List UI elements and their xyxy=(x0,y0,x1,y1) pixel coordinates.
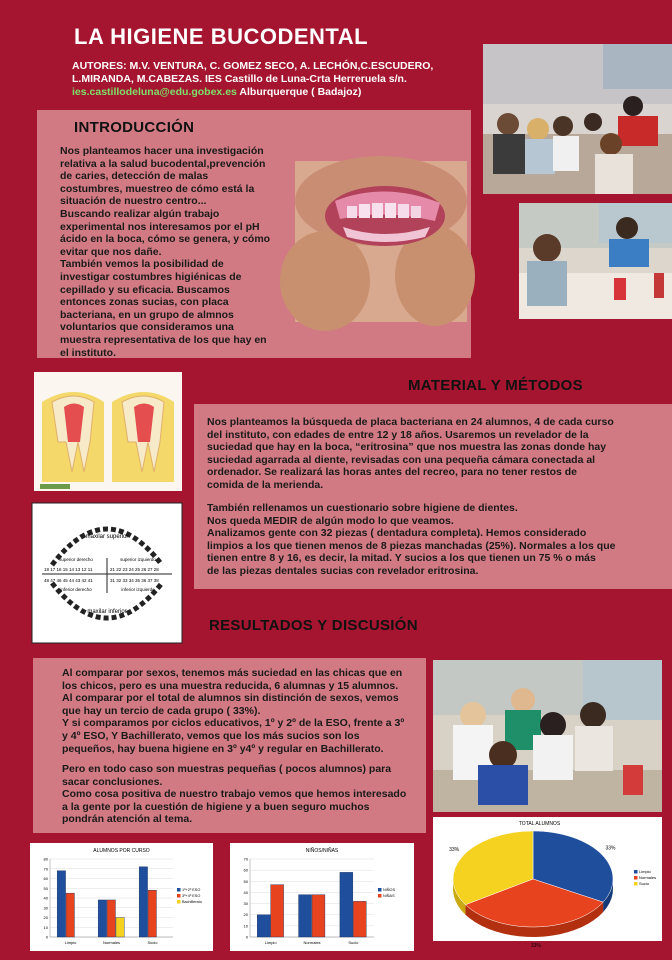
pie-label: 33% xyxy=(530,942,541,949)
authors-line-3 xyxy=(72,86,482,99)
y-tick-label: 20 xyxy=(43,915,48,920)
numbers-upper-right: 21 22 23 24 25 26 27 28 xyxy=(110,567,159,572)
tooth-anatomy-diagram xyxy=(34,372,182,491)
bar xyxy=(148,890,156,937)
legend-label: Limpio xyxy=(639,869,651,874)
y-tick-label: 80 xyxy=(43,856,48,862)
y-tick-label: 10 xyxy=(43,924,48,930)
y-tick-label: 30 xyxy=(243,901,248,907)
chart-title: TOTAL ALUMNOS xyxy=(518,821,561,827)
y-tick-label: 60 xyxy=(43,876,48,881)
y-tick-label: 50 xyxy=(43,885,48,891)
intro-heading: INTRODUCCIÓN xyxy=(74,119,195,136)
intro-text: Nos planteamos hacer una investigación relativa a la salud bucodental,prevención de caries, detección de malas costumbres, muestreo de cómo está la situación de nuestro centro... Buscando realizar algún trabajo experimental nos interesamos por el pH ácido en la boca, cómo se genera, y cómo evitar que nos dañe. También vemos la posibilidad de investigar costumbres higiénicas de cepillado y su eficacia. Buscamos entonces zonas sucias, con placa bacteriana, en un grupo de almnos voluntarios que consideramos una muestra representativa de los que hay en el instituto. xyxy=(60,145,271,359)
y-tick-label: 70 xyxy=(243,856,248,862)
x-tick-label: Normales xyxy=(102,940,121,945)
chart-ninos-ninas xyxy=(230,843,414,951)
label-maxilar-inferior: maxilar inferior xyxy=(87,609,127,615)
legend-swatch xyxy=(177,894,181,898)
bar xyxy=(66,893,74,937)
legend-swatch xyxy=(634,876,638,880)
bar xyxy=(57,871,65,937)
bar xyxy=(340,872,353,937)
y-tick-label: 20 xyxy=(243,912,248,918)
legend-label: NIÑOS xyxy=(383,888,396,892)
methods-heading: MATERIAL Y MÉTODOS xyxy=(408,377,583,394)
legend-swatch xyxy=(378,888,382,892)
label-sup-izq: superior izquierdo xyxy=(120,557,156,562)
teeth-photo xyxy=(295,161,467,322)
tooth-right-icon xyxy=(112,392,174,482)
label-maxilar-superior: maxilar superior xyxy=(85,534,129,540)
numbers-upper-left: 18 17 16 15 14 13 12 11 xyxy=(44,567,93,572)
group-photo xyxy=(433,660,662,812)
legend-swatch xyxy=(177,900,181,904)
authors-block xyxy=(72,60,482,99)
chart-alumnos-por-curso xyxy=(30,843,213,951)
y-tick-label: 10 xyxy=(243,923,248,929)
location-text: Alburquerque ( Badajoz) xyxy=(236,86,362,98)
tooth-left-icon xyxy=(42,392,104,482)
label-sup-der: superior derecho xyxy=(59,557,93,562)
chart-1-svg xyxy=(230,843,414,951)
legend-label: NIÑAS xyxy=(383,894,395,898)
bar xyxy=(353,901,366,937)
y-tick-label: 60 xyxy=(243,867,248,873)
results-heading: RESULTADOS Y DISCUSIÓN xyxy=(209,617,418,634)
legend-label: Sucio xyxy=(639,881,650,886)
email-link[interactable]: ies.castillodeluna@edu.gobex.es xyxy=(72,86,237,98)
y-tick-label: 30 xyxy=(43,905,48,911)
pie-label: 33% xyxy=(449,847,460,854)
label-inf-izq: inferior izquierdo xyxy=(121,587,155,592)
x-tick-label: Sucio xyxy=(348,940,359,945)
chart-0-svg xyxy=(30,843,213,951)
dental-chart-diagram xyxy=(32,503,182,643)
legend-swatch xyxy=(634,870,638,874)
legend-label: Bachillerato xyxy=(182,900,202,904)
poster-title: LA HIGIENE BUCODENTAL xyxy=(74,24,369,49)
pie-label: 33% xyxy=(605,845,616,852)
y-tick-label: 0 xyxy=(45,934,48,940)
x-tick-label: Limpio xyxy=(264,940,277,945)
bar xyxy=(139,867,147,937)
legend-label: 1º+2º ESO xyxy=(182,888,201,892)
x-tick-label: Sucio xyxy=(147,940,158,945)
chart-2-svg xyxy=(433,817,662,949)
legend-swatch xyxy=(634,882,638,886)
x-tick-label: Limpio xyxy=(64,940,77,945)
lab-work-photo xyxy=(519,203,672,319)
y-tick-label: 40 xyxy=(43,895,48,901)
authors-line-1: AUTORES: M.V. VENTURA, C. GOMEZ SECO, A. LECHÓN,C.ESCUDERO, xyxy=(72,60,434,72)
chart-title: NIÑOS/NIÑAS xyxy=(305,848,339,854)
students-lab-photo xyxy=(483,44,672,194)
y-tick-label: 40 xyxy=(243,889,248,895)
methods-text-1: Nos planteamos la búsqueda de placa bacteriana en 24 alumnos, 4 de cada curso del instituto, con edades de entre 12 y 18 años. Usaremos un revelador de la suciedad que hay en la boca, “eritrosina” que nos muestra las zonas donde hay suciedad agarrada al diente, revisadas con una pequeña cámara conectada al ordenador. Se realizará las horas antes del recreo, para no tener restos de comida de la merienda. xyxy=(207,416,614,491)
methods-text-2: También rellenamos un cuestionario sobre higiene de dientes. Nos queda MEDIR de algún modo lo que veamos. Analizamos gente con 32 piezas ( dentadura completa). Hemos considerado limpios a los que tienen menos de 8 piezas manchadas (25%). Normales a los que tienen entre 8 y 16, es decir, la mitad. Y sucios a los que tienen un 75 % o más de las piezas dentales sucias con revelador eritrosina. xyxy=(207,502,616,577)
numbers-lower-right: 31 32 33 34 35 36 37 38 xyxy=(110,578,159,583)
bar xyxy=(257,915,270,937)
bar xyxy=(299,895,312,937)
chart-total-alumnos xyxy=(433,817,662,949)
results-text-1: Al comparar por sexos, tenemos más suciedad en las chicas que en los chicos, pero es una muestra reducida, 6 alumnas y 15 alumnos. Al comparar por el total de alumnos sin distinción de sexos, vemos que hay un tercio de cada grupo ( 33%). Y si comparamos por ciclos educativos, 1º y 2º de la ESO, frente a 3º y 4º ESO, Y Bachillerato, vemos que los más sucios son los pequeños, hay buena higiene en 3º y4º y regular en Bachillerato. xyxy=(62,667,405,755)
legend-label: Normales xyxy=(639,875,657,880)
bar xyxy=(271,885,284,937)
bar xyxy=(312,895,325,937)
bar xyxy=(116,918,124,938)
y-tick-label: 50 xyxy=(243,878,248,884)
bar xyxy=(98,900,106,937)
y-tick-label: 0 xyxy=(245,934,248,940)
authors-line-2: L.MIRANDA, M.CABEZAS. IES Castillo de Luna-Crta Herreruela s/n. xyxy=(72,73,407,85)
legend-swatch xyxy=(177,888,181,892)
legend-swatch xyxy=(378,894,382,898)
legend-label: 3º+4º ESO xyxy=(182,894,201,898)
results-text-2: Pero en todo caso son muestras pequeñas ( pocos alumnos) para sacar conclusiones. Como cosa positiva de nuestro trabajo vemos que hemos interesado a la gente por la cuestión de higiene y a buen seguro muchos pondrán atención al tema. xyxy=(62,763,407,826)
bar xyxy=(107,900,115,937)
y-tick-label: 70 xyxy=(43,866,48,872)
numbers-lower-left: 48 47 46 45 44 43 42 41 xyxy=(44,578,93,583)
x-tick-label: Normales xyxy=(303,940,321,945)
chart-title: ALUMNOS POR CURSO xyxy=(93,848,150,854)
label-inf-der: inferior derecho xyxy=(60,587,92,592)
